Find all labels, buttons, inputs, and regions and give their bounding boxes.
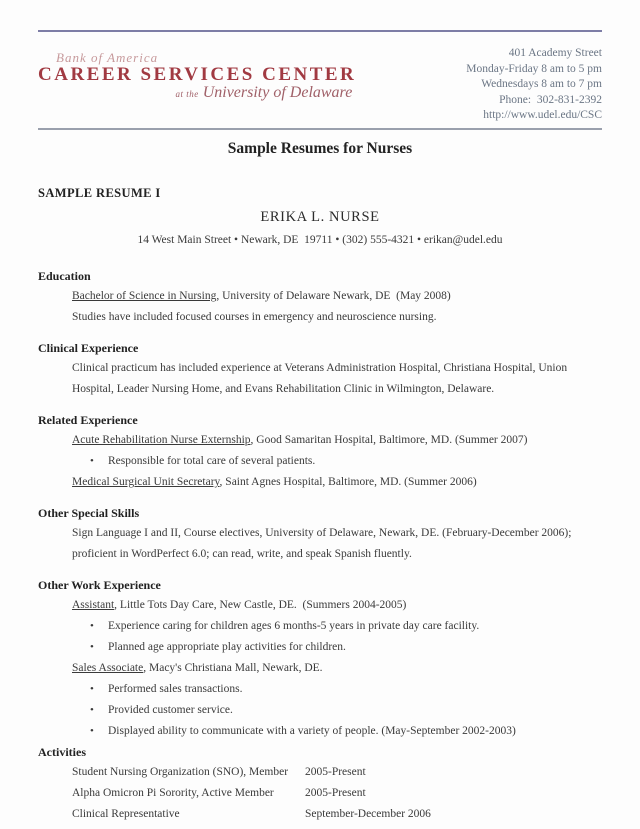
resume-body bbox=[38, 267, 610, 825]
top-horizontal-rule bbox=[38, 30, 602, 32]
activity-row bbox=[72, 762, 610, 783]
bullet-icon: • bbox=[90, 704, 94, 716]
letterhead-url: http://www.udel.edu/CSC bbox=[483, 109, 602, 121]
education-entry-rest: , University of Delaware Newark, DE (May 2008) bbox=[216, 290, 451, 302]
letterhead bbox=[38, 44, 602, 123]
bullet-text: Planned age appropriate play activities for children. bbox=[108, 641, 346, 653]
related-entry-rest: , Saint Agnes Hospital, Baltimore, MD. (Summer 2006) bbox=[219, 476, 477, 488]
education-degree: Bachelor of Science in Nursing bbox=[72, 290, 217, 302]
letterhead-phone: Phone: 302-831-2392 bbox=[499, 93, 602, 106]
mid-horizontal-rule bbox=[38, 128, 602, 130]
work-entry-rest: , Little Tots Day Care, New Castle, DE. (Summers 2004-2005) bbox=[114, 599, 407, 611]
bullet-text: Displayed ability to communicate with a variety of people. (May-September 2002-2003) bbox=[108, 725, 516, 737]
bullet-item bbox=[90, 679, 588, 700]
related-entry bbox=[72, 472, 588, 493]
activity-row bbox=[72, 804, 610, 825]
bullet-text: Provided customer service. bbox=[108, 704, 233, 716]
section-heading-other-special-skills: Other Special Skills bbox=[38, 506, 140, 520]
special-skills-paragraph: Sign Language I and II, Course electives, University of Delaware, Newark, DE. (February-December 2006); proficient in WordPerfect 6.0; can read, write, and speak Spanish fluently. bbox=[72, 527, 572, 560]
logo-at-the: at the bbox=[175, 89, 199, 99]
sample-resume-label: SAMPLE RESUME I bbox=[38, 186, 161, 200]
activity-row bbox=[72, 783, 610, 804]
clinical-experience-paragraph: Clinical practicum has included experience at Veterans Administration Hospital, Christiana Hospital, Union Hospital, Leader Nursing Home, and Evans Rehabilitation Clinic in Wilmington, Delaware. bbox=[72, 362, 568, 395]
work-entry-title: Assistant bbox=[72, 599, 115, 611]
bullet-item bbox=[90, 700, 588, 721]
section-heading-other-work-experience: Other Work Experience bbox=[38, 578, 161, 592]
bullet-text: Performed sales transactions. bbox=[108, 683, 243, 695]
activity-date: September-December 2006 bbox=[305, 808, 431, 820]
logo-career-services-center: CAREER SERVICES CENTER bbox=[38, 64, 357, 85]
career-services-center-logo bbox=[38, 44, 356, 123]
section-heading-clinical-experience: Clinical Experience bbox=[38, 341, 139, 355]
bullet-text: Responsible for total care of several patients. bbox=[108, 455, 316, 467]
section-heading-related-experience: Related Experience bbox=[38, 413, 138, 427]
letterhead-hours-wednesdays: Wednesdays 8 am to 7 pm bbox=[481, 78, 602, 90]
bullet-text: Experience caring for children ages 6 months-5 years in private day care facility. bbox=[108, 620, 480, 632]
work-entry bbox=[72, 595, 588, 616]
document-title: Sample Resumes for Nurses bbox=[227, 140, 413, 157]
bullet-icon: • bbox=[90, 620, 94, 632]
bullet-item bbox=[90, 451, 588, 472]
bullet-item bbox=[90, 616, 588, 637]
related-entry-rest: , Good Samaritan Hospital, Baltimore, MD. (Summer 2007) bbox=[250, 434, 528, 446]
letterhead-address: 401 Academy Street bbox=[508, 47, 602, 59]
activity-name: Alpha Omicron Pi Sorority, Active Member bbox=[72, 787, 274, 799]
letterhead-contact-block bbox=[466, 44, 602, 123]
activity-name: Clinical Representative bbox=[72, 808, 180, 820]
bullet-item bbox=[90, 721, 588, 742]
logo-university-name: University of Delaware bbox=[202, 84, 353, 101]
bullet-icon: • bbox=[90, 455, 94, 467]
section-heading-activities: Activities bbox=[38, 745, 86, 759]
logo-bank-of-america: Bank of America bbox=[56, 50, 159, 65]
education-detail: Studies have included focused courses in emergency and neuroscience nursing. bbox=[72, 311, 437, 323]
activity-date: 2005-Present bbox=[305, 787, 366, 799]
related-entry-title: Acute Rehabilitation Nurse Externship bbox=[72, 434, 251, 446]
bullet-icon: • bbox=[90, 725, 94, 737]
related-entry-title: Medical Surgical Unit Secretary bbox=[72, 476, 220, 488]
work-entry bbox=[72, 658, 588, 679]
letterhead-hours-weekdays: Monday-Friday 8 am to 5 pm bbox=[466, 62, 602, 75]
activity-date: 2005-Present bbox=[305, 766, 366, 778]
education-entry bbox=[72, 286, 588, 307]
candidate-contact-line: 14 West Main Street • Newark, DE 19711 • (302) 555-4321 • erikan@udel.edu bbox=[137, 234, 503, 246]
bullet-item bbox=[90, 637, 588, 658]
candidate-name: ERIKA L. NURSE bbox=[260, 209, 380, 225]
work-entry-title: Sales Associate bbox=[72, 662, 144, 674]
activity-name: Student Nursing Organization (SNO), Member bbox=[72, 766, 289, 778]
related-entry bbox=[72, 430, 588, 451]
logo-university-of-delaware bbox=[38, 84, 352, 102]
bullet-icon: • bbox=[90, 641, 94, 653]
section-heading-education: Education bbox=[38, 269, 91, 283]
bullet-icon: • bbox=[90, 683, 94, 695]
work-entry-rest: , Macy's Christiana Mall, Newark, DE. bbox=[143, 662, 323, 674]
